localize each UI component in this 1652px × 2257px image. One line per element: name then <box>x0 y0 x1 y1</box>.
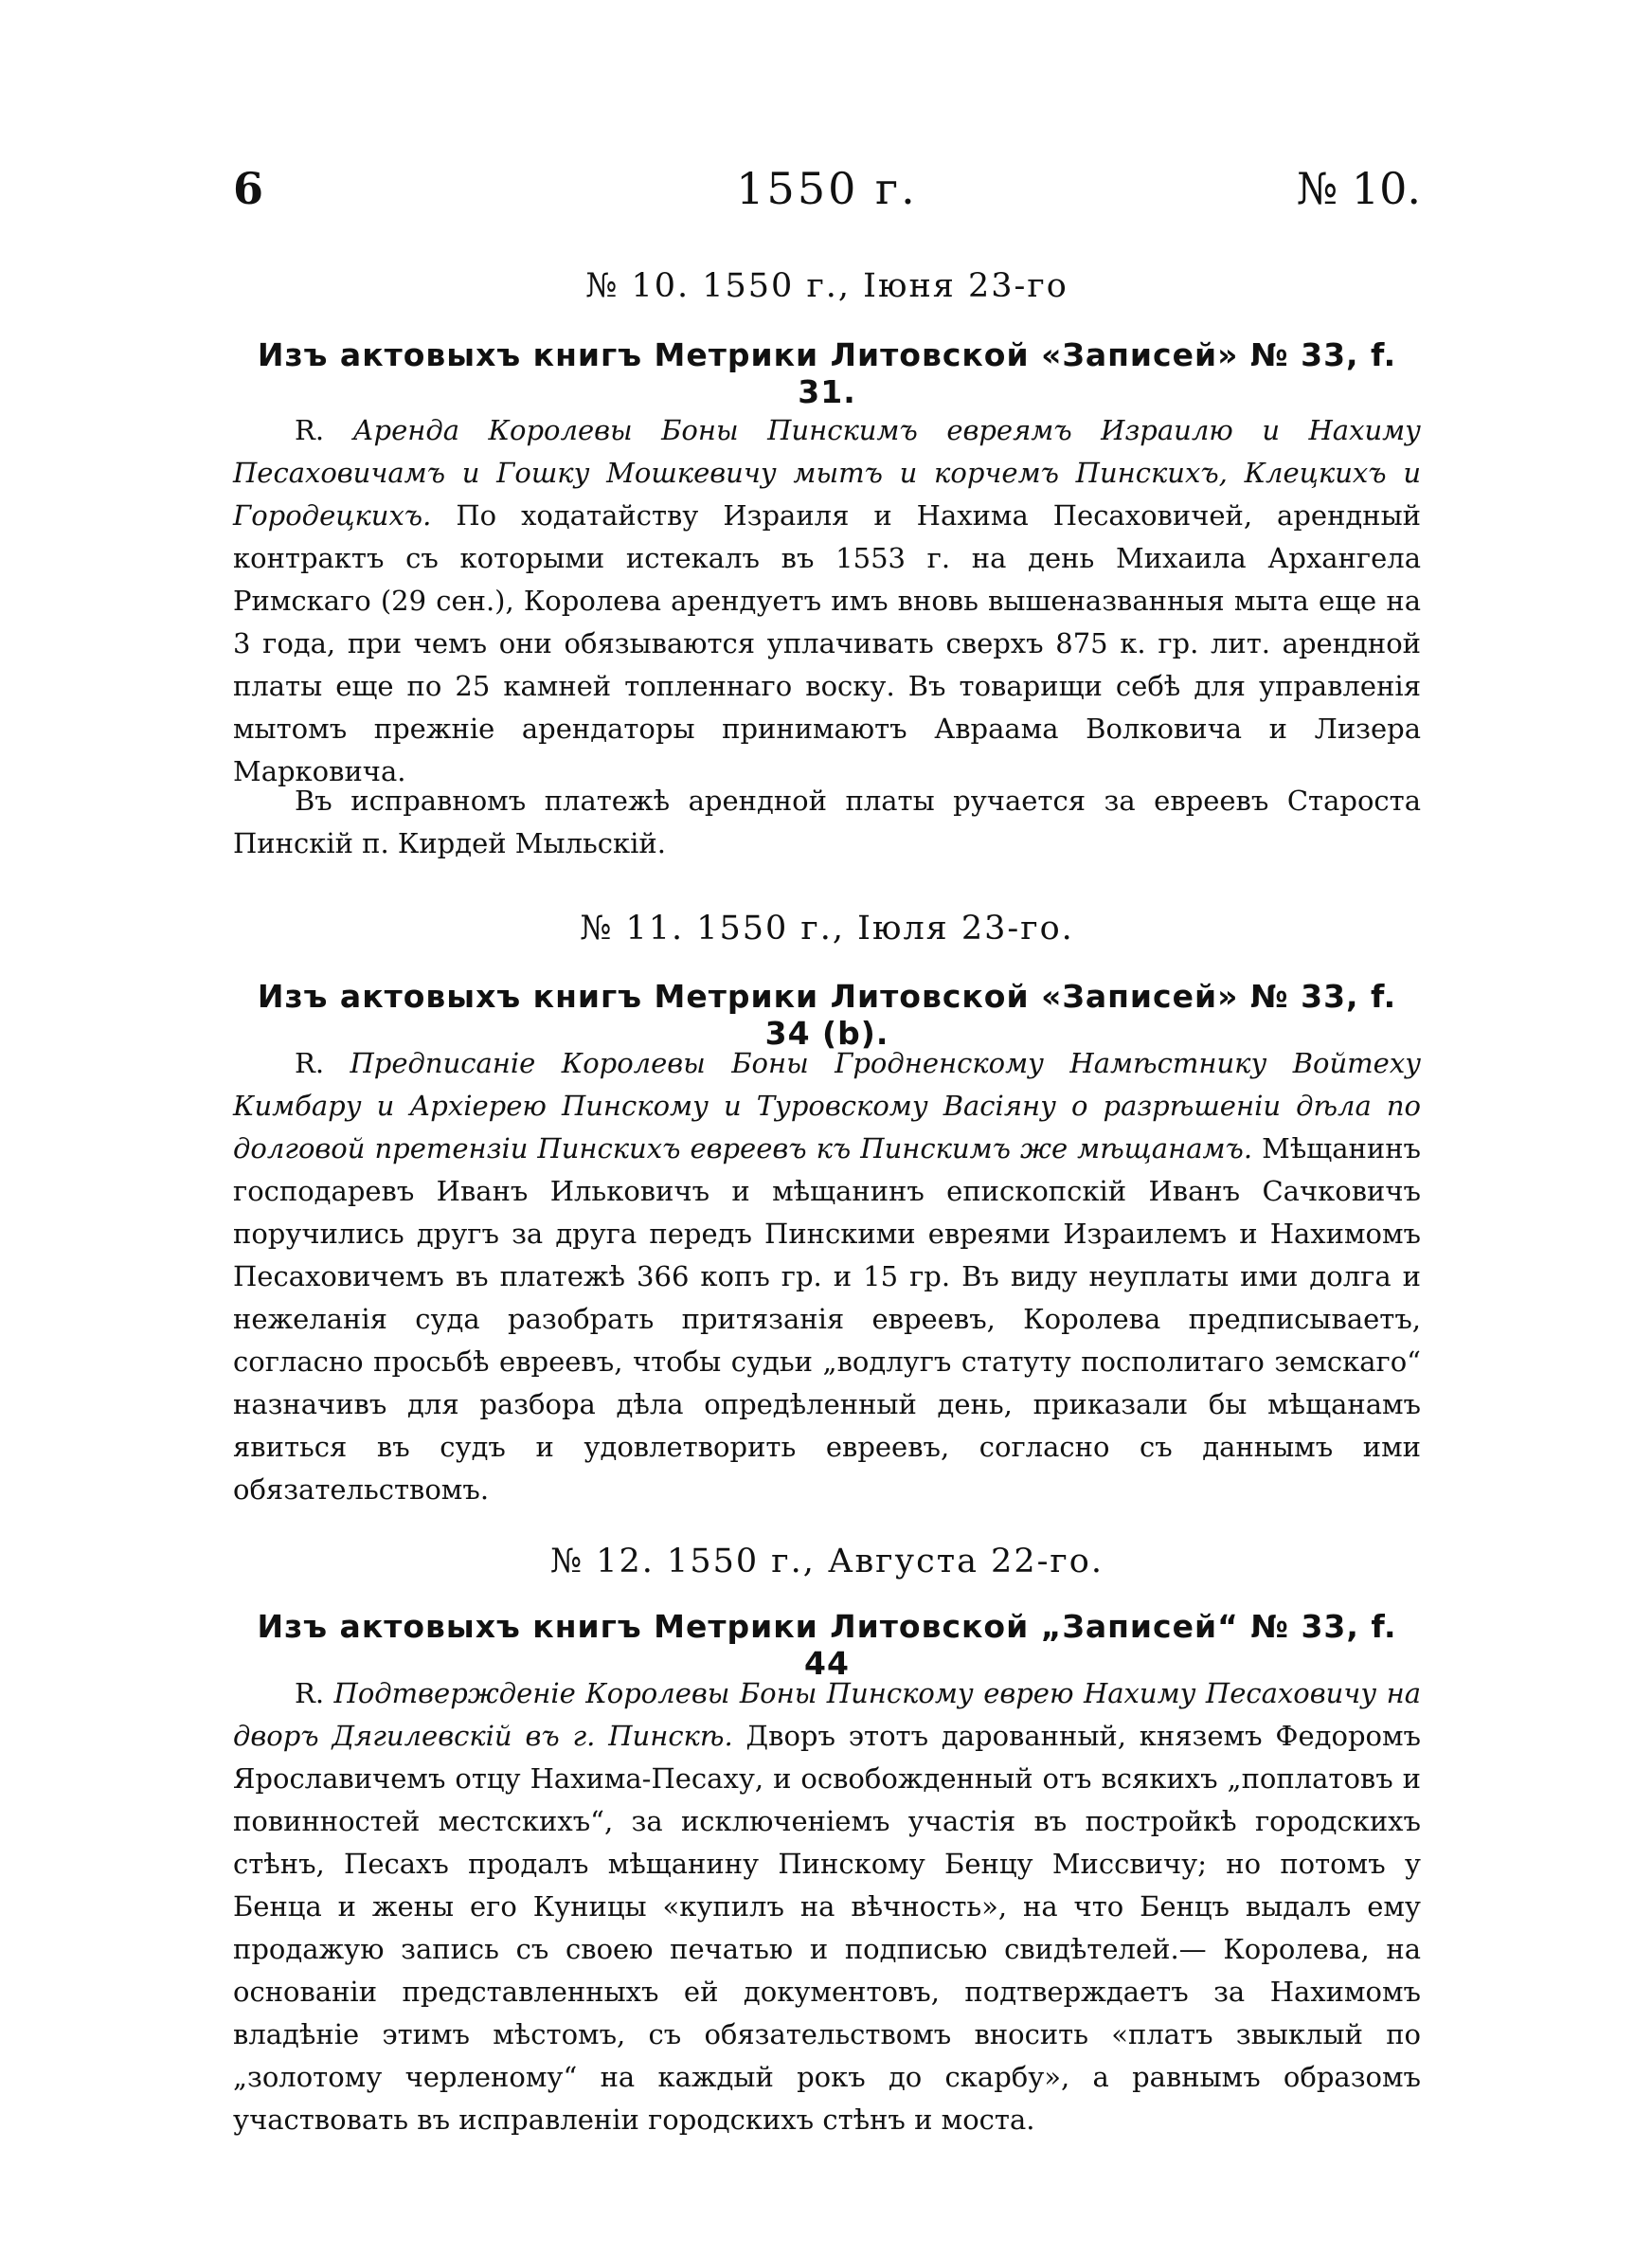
doc-10-summary-mark: R. <box>295 414 325 446</box>
doc-10-heading: № 10. 1550 г., Іюня 23-го <box>585 267 1068 305</box>
doc-12-text: Дворъ этотъ дарованный, княземъ Федоромъ Ярославичемъ отцу Нахима-Песаху, и освобожденный отъ всякихъ „поплатовъ и повинностей местскихъ“, за исключеніемъ участія въ постройкѣ городскихъ стѣнъ, Песахъ продалъ мѣщанину Пинскому Бенцу Миссвичу; но потомъ у Бенца и жены его Куницы «купилъ на вѣчность», на что Бенцъ выдалъ ему продажую запись съ своею печатью и подписью свидѣтелей.— Королева, на основаніи представленныхъ ей документовъ, подтверждаетъ за Нахимомъ владѣніе этимъ мѣстомъ, съ обязательствомъ вносить «платъ звыклый по „золотому черленому“ на каждый рокъ до скарбу», а равнымъ образомъ участвовать въ исправленіи городскихъ стѣнъ и моста. <box>233 1720 1421 2136</box>
doc-12-heading: № 12. 1550 г., Августа 22-го. <box>550 1543 1104 1580</box>
doc-12-summary-mark: R. <box>295 1677 325 1709</box>
running-head <box>233 163 1421 229</box>
doc-12-summary: Подтвержденіе Королевы Боны Пинскому еврею Нахиму Песаховичу на дворъ Дягилевскій въ г. Пинскѣ. <box>233 1677 1421 1752</box>
doc-11-source: Изъ актовыхъ книгъ Метрики Литовской «Записей» № 33, f. 34 (b). <box>257 978 1397 1052</box>
doc-10-summary: Аренда Королевы Боны Пинскимъ евреямъ Израилю и Нахиму Песаховичамъ и Гошку Мошкевичу мытъ и корчемъ Пинскихъ, Клецкихъ и Городецкихъ. <box>233 414 1421 532</box>
doc-11-paragraph <box>233 1042 1421 1511</box>
doc-12-paragraph <box>233 1672 1421 2141</box>
running-head-year: 1550 г. <box>736 163 918 214</box>
doc-10-text: По ходатайству Израиля и Нахима Песаховичей, арендный контрактъ съ которыми истекалъ въ 1553 г. на день Михаила Архангела Римскаго (29 сен.), Королева арендуетъ имъ вновь вышеназванныя мыта еще на 3 года, при чемъ они обязываются уплачивать сверхъ 875 к. гр. лит. арендной платы еще по 25 камней топленнаго воску. Въ товарищи себѣ для управленія мытомъ прежніе арендаторы принимаютъ Авраама Волковича и Лизера Марковича. <box>233 499 1421 787</box>
doc-10-source: Изъ актовыхъ книгъ Метрики Литовской «Записей» № 33, f. 31. <box>257 336 1397 410</box>
running-head-doc-number: № 10. <box>1296 163 1421 214</box>
doc-11-text: Мѣщанинъ господаревъ Иванъ Ильковичъ и мѣщанинъ епископскій Иванъ Сачковичъ поручились другъ за друга передъ Пинскими евреями Израилемъ и Нахимомъ Песаховичемъ въ платежѣ 366 копъ гр. и 15 гр. Въ виду неуплаты ими долга и нежеланія суда разобрать притязанія евреевъ, Королева предписываетъ, согласно просьбѣ евреевъ, чтобы судьи „водлугъ статуту посполитаго земскаго“ назначивъ для разбора дѣла опредѣленный день, приказали бы мѣщанамъ явиться въ судъ и удовлетворить евреевъ, согласно съ даннымъ ими обязательствомъ. <box>233 1132 1421 1506</box>
page-number: 6 <box>233 163 264 214</box>
doc-11-heading: № 11. 1550 г., Іюля 23-го. <box>580 910 1074 948</box>
doc-11-summary: Предписаніе Королевы Боны Гродненскому Намѣстнику Войтеху Кимбару и Архіерею Пинскому и Туровскому Васіяну о разрѣшеніи дѣла по долговой претензіи Пинскихъ евреевъ къ Пинскимъ же мѣщанамъ. <box>233 1047 1422 1165</box>
doc-10-paragraph-2: Въ исправномъ платежѣ арендной платы ручается за евреевъ Староста Пинскій п. Кирдей Мыльскій. <box>233 785 1421 859</box>
doc-11-summary-mark: R. <box>295 1047 325 1079</box>
doc-12-source: Изъ актовыхъ книгъ Метрики Литовской „Записей“ № 33, f. 44 <box>257 1608 1397 1682</box>
doc-10-paragraph <box>233 409 1421 793</box>
